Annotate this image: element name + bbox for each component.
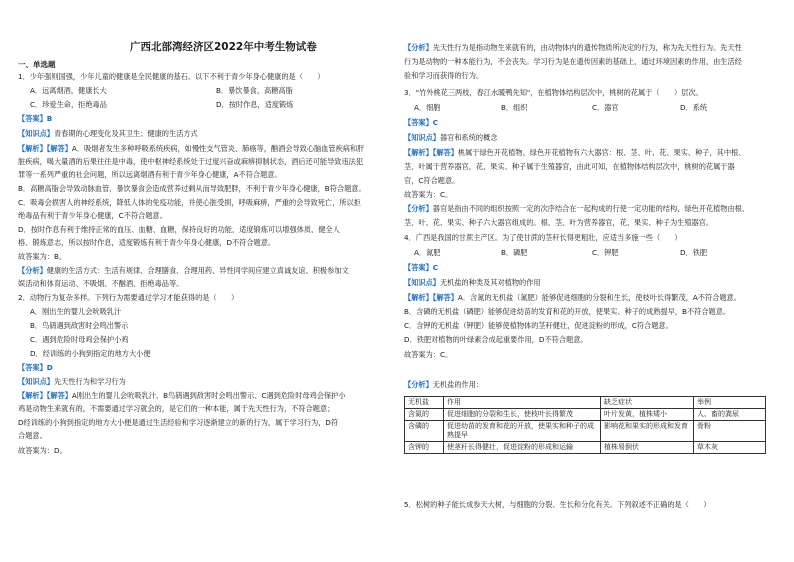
q2-option-d: D．经训练的小狗到指定的地方大小便 [30,349,151,358]
table-cell: 人、畜的粪尿 [694,409,766,421]
q3-option-b: B．组织 [501,103,528,112]
q4-option-c: C．钾肥 [592,248,619,257]
q4-answer: 【答案】C [404,263,439,272]
q1-analysis-line: D．按时作息有利于维持正常的血压、血糖、血糖，保持良好的功能，适度锻炼可以增强体质、健全人 [18,225,340,234]
table-header-row [405,397,766,409]
q1-analysis-line: 【解析】【解答】A．吸烟者发生多种呼吸系统疾病，如慢性支气管炎、肺癌等，酗酒会导致心脑血管疾病和肝 [18,144,365,153]
q1-option-b: B．暴饮暴食，高糖高脂 [216,86,293,95]
q3-knowledge-point: 【知识点】器官和系统的概念 [404,133,498,142]
q4-analysis-line: B．含磷的无机盐（磷肥）能够促进幼苗的发育和花的开放，使果实、种子的成熟提早，B不符合题意。 [404,307,731,316]
q2-option-b: B．鸟鸫遇到敌害时会鸣出警示 [30,321,129,330]
q1-analysis-line: 格、锻炼意志，所以按时作息，适度锻炼有利于青少年身心健康，D不符合题意。 [18,238,276,247]
q2-analysis-line: D经训练的小狗到指定的地方大小便是通过生活经验和学习逐渐建立的新的行为，属于学习行为，D符 [18,418,339,427]
q4-option-b: B．磷肥 [501,248,528,257]
table-cell: 植株易倒伏 [601,442,694,454]
question-5-stem: 5．松树的种子能长成参天大树，与细胞的分裂、生长和分化有关。下列叙述不正确的是（ ） [404,500,711,509]
table-row [405,421,766,442]
q3-analysis-b-line: 【分析】器官是指由不同的组织按照一定的次序结合在一起构成的行使一定功能的结构，绿色开花植物由根、 [404,204,750,213]
table-cell: 草木灰 [694,442,766,454]
table-header-cell: 作用 [444,397,601,409]
section-heading: 一、单选题 [18,60,56,69]
table-cell: 促进幼苗的发育和花的开放，使果实和种子的成熟提早 [444,421,601,442]
question-4-stem: 4．广西是我国的甘蔗主产区。为了使甘蔗的茎秆长得更粗壮，应适当多施一些（ ） [404,233,682,242]
q4-final-answer: 故答案为：C。 [404,350,453,359]
q4-option-a: A．氮肥 [414,248,441,257]
q2-option-a: A．刚出生的婴儿会吮吸乳汁 [30,307,122,316]
q3-analysis-b-line: 茎、叶、花、果实、种子六大器官组成的。根、茎、叶为营养器官，花、果实、种子为生殖器官。 [404,218,714,227]
q1-option-a: A．远离烟酒，健康长大 [30,86,107,95]
q3-option-c: C．器官 [592,103,619,112]
table-cell: 影响花和果实的形成和发育 [601,421,694,442]
q1-option-d: D．按时作息，适度锻炼 [216,100,294,109]
q4-option-d: D．铁肥 [680,248,708,257]
question-2-stem: 2．动物行为复杂多样。下列行为需要通过学习才能获得的是（ ） [18,293,239,302]
table-cell: 含磷的 [405,421,444,442]
table-cell: 含钾的 [405,442,444,454]
q2-option-c: C．遇到危险时母鸡会保护小鸡 [30,335,129,344]
table-header-cell: 举例 [694,397,766,409]
q2-analysis-line: 合题意。 [18,431,47,440]
table-cell: 含氮的 [405,409,444,421]
table-header-cell: 缺乏症状 [601,397,694,409]
q3-answer: 【答案】C [404,118,439,127]
q4-analysis-line: C．含钾的无机盐（钾肥）能够使植物体的茎秆健壮，促进淀粉的形成，C符合题意。 [404,321,673,330]
table-row [405,442,766,454]
q1-analysis-line: 脏疾病，喝大量酒的后果往往是中毒，使中枢神经系统处于过度兴奋或麻痹抑制状态，酒后还可能导致违法犯 [18,157,364,166]
q1-analysis-line: 罪等一系列严重的社会问题，所以远离烟酒有利于青少年身心健康，A不符合题意。 [18,170,282,179]
q3-option-d: D．系统 [680,103,708,112]
table-cell: 叶片发黄，植株矮小 [601,409,694,421]
q2-analysis-b-line: 【分析】先天性行为是指动物生来就有的，由动物体内的遗传物质所决定的行为，称为先天性行为。先天性 [404,43,742,52]
q1-answer: 【答案】B [18,114,53,123]
q3-analysis-line: 【解析】【解答】桃属于绿色开花植物。绿色开花植物有六大器官：根、茎、叶、花、果实、种子，其中根、 [404,148,746,157]
q3-analysis-line: 官，C符合题意。 [404,176,460,185]
q1-option-c: C．珍爱生命，拒绝毒品 [30,100,107,109]
table-cell: 促进细胞的分裂和生长，使枝叶长得繁茂 [444,409,601,421]
q3-analysis-line: 茎、叶属于营养器官，花、果实、种子属于生殖器官，由此可知，在植物体结构层次中，桃树的花属于器 [404,162,735,171]
q4-table-intro: 【分析】无机盐的作用： [404,380,484,389]
table-cell: 骨粉 [694,421,766,442]
q3-option-a: A．细胞 [414,103,441,112]
q1-analysis-line: B．高糖高脂会导致动脉血管，暴饮暴食会造成营养过剩从而导致肥胖，不利于青少年身心健康，B符合题意。 [18,184,366,193]
q2-analysis-line: 【解析】【解答】A刚出生的婴儿会吮吸乳汁、B鸟鸫遇到敌害时会鸣出警示、C遇到危险时母鸡会保护小 [18,391,346,400]
q3-final-answer: 故答案为：C。 [404,190,453,199]
q4-analysis-line: 【解析】【解答】A．含氮的无机盐（氮肥）能够促进细胞的分裂和生长，使枝叶长得繁茂，A不符合题意。 [404,293,741,302]
q2-answer: 【答案】D [18,363,53,372]
q2-knowledge-point: 【知识点】先天性行为和学习行为 [18,377,126,386]
page-title: 广西北部湾经济区2022年中考生物试卷 [130,41,317,53]
q2-analysis-line: 鸡是动物生来就有的，不需要通过学习就会的，是它们的一种本能，属于先天性行为，不符合题意； [18,404,335,413]
table-row [405,409,766,421]
q2-final-answer: 故答案为：D。 [18,446,67,455]
question-1-stem: 1．少年强则国强，少年儿童的健康是全民健康的基石。以下不利于青少年身心健康的是（ ） [18,72,325,81]
q1-final-answer: 故答案为：B。 [18,252,67,261]
q1-analysis-b-line: 娱活动和体育运动、不吸烟、不酗酒、拒绝毒品等。 [18,279,184,288]
table-header-cell: 无机盐 [405,397,444,409]
q4-knowledge-point: 【知识点】无机盐的种类及其对植物的作用 [404,278,541,287]
q1-analysis-line: 绝毒品有利于青少年身心健康，C不符合题意。 [18,211,167,220]
q2-analysis-b-line: 行为是动物的一种本能行为，不会丧失。学习行为是在遗传因素的基础上，通过环境因素的作用，由生活经 [404,57,742,66]
question-3-stem: 3．"竹外桃花三两枝，春江水暖鸭先知"，在植物体结构层次中，桃树的花属于（ ）层次。 [404,88,703,97]
table-cell: 使茎秆长得健壮，促进淀粉的形成和运输 [444,442,601,454]
q2-analysis-b-line: 验和学习而获得的行为。 [404,71,484,80]
q4-analysis-line: D．铁肥对植物的叶绿素合成起重要作用，D不符合题意。 [404,335,588,344]
inorganic-salt-table [404,396,766,454]
q1-analysis-b-line: 【分析】健康的生活方式：生活有规律、合理膳食、合理用药、异性同学间应建立真诚友谊、积极参加文 [18,266,349,275]
q1-analysis-line: C．吸毒会损害人的神经系统，降低人体的免疫功能，并使心脏受损，呼吸麻痹，严重的会导致死亡，所以拒 [18,198,361,207]
q1-knowledge-point: 【知识点】青春期的心理变化及其卫生；健康的生活方式 [18,129,198,138]
